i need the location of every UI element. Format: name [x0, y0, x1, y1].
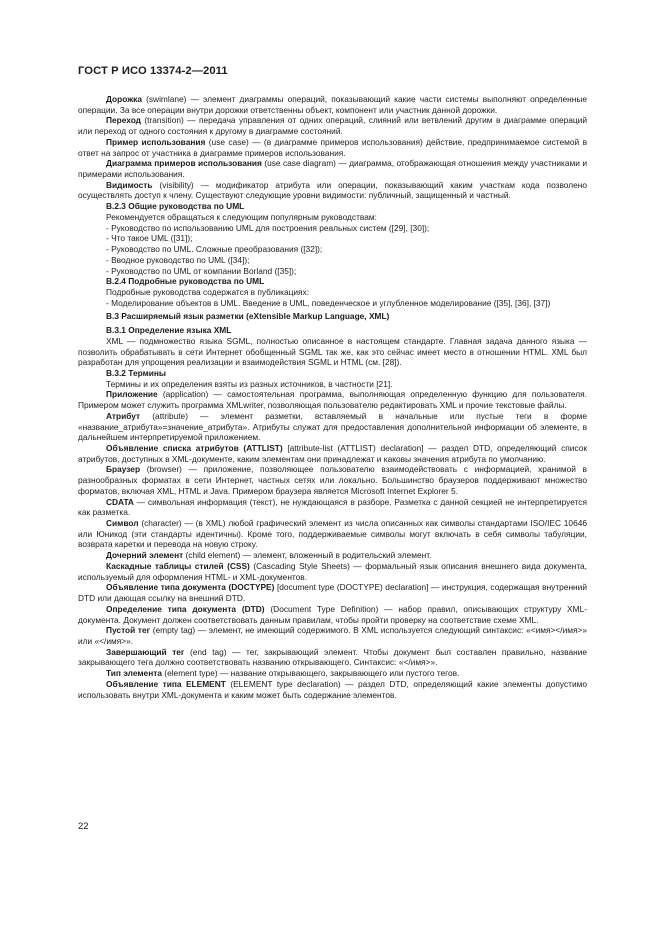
definition-text: — символьная информация (текст), не нуждающаяся в разборе. Разметка с данной секцией не интерпретируется как разметка. [78, 496, 587, 518]
section-intro: Рекомендуется обращаться к следующим популярным руководствам: [106, 211, 377, 222]
definition-paragraph [78, 582, 587, 603]
definition-text: [attribute-list (ATTLIST) declaration] — раздел DTD, определяющий список атрибутов, доступных в XML-документе, каким элементам они принадлежат и каковы значения атрибута по умолчанию. [78, 443, 588, 464]
list-item: - Руководство по UML. Сложные преобразования ([32]); [106, 244, 323, 255]
definition-term: Атрибут [106, 410, 141, 421]
list-item: - Моделирование объектов в UML. Введение в UML, поведенческое и углубленное моделирование ([35], [36], [37]) [106, 297, 551, 308]
definition-text: (use case diagram) — диаграмма, отображающая отношения между участниками и примерами использования. [78, 158, 588, 180]
definition-text: (character) — (в XML) любой графический элемент из числа описанных как символы стандартами ISO/IEC 10646 или Юникод (эти стандарты идентичны). Кроме того, поддерживаемые символы могут включать в себя символы табуляции, возврата каретки и перевода на новую строку. [78, 518, 587, 550]
definition-paragraph [78, 115, 587, 136]
definition-text: (swimlane) — элемент диаграммы операций, показывающий какие части системы выполняют определенные операции. За все операции внутри дорожки ответственны объект, компонент или участник данной дорожки. [78, 94, 587, 115]
definition-paragraph [78, 497, 587, 518]
definition-paragraph [78, 180, 587, 201]
definition-term: Символ [106, 518, 139, 529]
definition-paragraph [78, 94, 587, 115]
definition-term: Дочерний элемент [106, 550, 184, 561]
list-item: - Что такое UML ([31]); [106, 233, 193, 244]
definition-text: (element type) — название открывающего, закрывающего или пустого тегов. [161, 668, 460, 679]
definition-paragraph [78, 464, 587, 496]
definition-paragraph [78, 625, 587, 646]
section-text: XML — подмножество языка SGML, полностью описанное в настоящем стандарте. Главная задача данного языка — позволить обрабатывать в сети Интернет обобщенный SGML так же, как это сейчас имеет место в отношении HTML. XML был разработан для упрощения реализации и взаимодействия SGML и HTML (см. [28]). [78, 335, 587, 368]
definition-term: Объявление списка атрибутов (ATTLIST) [106, 443, 283, 453]
definition-term: Объявление типа ELEMENT [106, 678, 226, 689]
definition-text: [document type (DOCTYPE) declaration] — инструкция, содержащая внутренний DTD или дающая ссылку на внешний DTD. [78, 582, 587, 604]
list-item: - Вводное руководство по UML ([34]); [106, 254, 250, 265]
definition-paragraph [78, 443, 587, 464]
definition-term: Диаграмма примеров использования [106, 158, 262, 169]
section-intro: Термины и их определения взяты из разных источников, в частности [21]. [106, 378, 393, 389]
definition-text: (transition) — передача управления от одних операций, слияний или ветвлений другим в диаграмме операций или переход от одного состояния к другому в диаграмме состояний. [78, 115, 587, 137]
definition-paragraph [78, 389, 587, 410]
definition-term: Завершающий тег [106, 646, 185, 657]
definition-paragraph [78, 411, 587, 443]
definition-term: Пустой тег [106, 625, 151, 636]
definition-text: (Document Type Definition) — набор правил, описывающих структуру XML-документа. Документ должен соответствовать данным правилам, чтобы пройти проверку на соответствие схеме XML. [78, 603, 587, 625]
definition-term: Пример использования [106, 136, 206, 147]
page-number: 22 [78, 821, 89, 832]
list-item: - Руководство по UML от компании Borland ([35]); [106, 265, 297, 276]
definition-text: (empty tag) — элемент, не имеющий содержимого. В XML используется следующий синтаксис: «<имя></имя>» или «</имя>». [78, 625, 587, 646]
definition-paragraph [78, 561, 587, 582]
definition-text: (ELEMENT type declaration) — раздел DTD, определяющий какие элементы допустимо использовать внутри XML-документа и каким может быть содержание элементов. [78, 678, 588, 700]
page-header: ГОСТ Р ИСО 13374-2—2011 [78, 65, 228, 77]
section-heading-b24: В.2.4 Подробные руководства по UML [106, 276, 265, 287]
definition-text: (application) — самостоятельная программа, выполняющая определенную функцию для пользователя. Примером может служить программа XMLwriter, позволяющая пользователю редактировать XML и прочие текстовые файлы. [78, 389, 587, 411]
definition-paragraph [78, 679, 587, 700]
section-heading-b3: В.3 Расширяемый язык разметки (eXtensible Markup Language, XML) [106, 311, 390, 322]
definition-text: (visibility) — модификатор атрибута или операции, показывающий каким участкам кода позволено осуществлять доступ к члену. Существуют следующие уровни видимости: публичный, защищенный и частный. [78, 179, 587, 201]
definition-term: Объявление типа документа (DOCTYPE) [106, 582, 275, 593]
definition-text: (browser) — приложение, позволяющее пользователю взаимодействовать с информацией, хранимой в разнообразных форматах в сети Интернет, частных сетях или локально. Большинство браузеров поддерживают множество форматов, включая XML, HTML и Java. Примером браузера является Microsoft Internet Explorer 5. [78, 464, 587, 496]
definition-term: Тип элемента [106, 668, 162, 679]
definition-paragraph [78, 158, 587, 179]
definition-term: Переход [106, 115, 141, 126]
definition-paragraph [78, 137, 587, 158]
definition-term: Дорожка [106, 94, 142, 104]
section-heading-b31: В.3.1 Определение языка XML [106, 325, 232, 336]
document-body [78, 94, 587, 700]
definition-term: Каскадные таблицы стилей (CSS) [106, 560, 250, 571]
definition-text: (attribute) — элемент разметки, вставляемый в начальные или пустые теги в форме «название_атрибута»=значение_атрибута». Атрибуты служат для предоставления дополнительной информации об элементе, в дальнейшем интерпретируемой приложением. [78, 410, 587, 443]
definition-text: (child element) — элемент, вложенный в родительский элемент. [183, 550, 432, 561]
definition-text: (use case) — (в диаграмме примеров использования) действие, предпринимаемое системой в ответ на запрос от участника в диаграмме примеров использования. [78, 136, 588, 158]
section-heading-b32: В.3.2 Термины [106, 367, 167, 378]
section-intro: Подробные руководства содержатся в публикациях: [106, 286, 310, 297]
definition-term: CDATA [106, 496, 134, 507]
definition-term: Приложение [106, 389, 158, 400]
definition-paragraph [78, 668, 587, 679]
definition-paragraph [78, 518, 587, 550]
definition-paragraph [78, 550, 587, 561]
definition-text: (Cascading Style Sheets) — формальный язык описания внешнего вида документа, используемый для оформления HTML- и XML-документов. [78, 560, 588, 582]
definition-paragraph [78, 604, 587, 625]
definition-term: Видимость [106, 179, 153, 190]
list-item: - Руководство по использованию UML для построения реальных систем ([29], [30]); [106, 222, 430, 233]
definition-paragraph [78, 647, 587, 668]
definition-text: (end tag) — тег, закрывающий элемент. Чтобы документ был составлен правильно, название закрывающего тега должно соответствовать названию открывающего. Синтаксис: «</имя>». [78, 646, 587, 668]
section-heading-b23: В.2.3 Общие руководства по UML [106, 201, 245, 212]
definition-term: Браузер [106, 464, 141, 475]
definition-term: Определение типа документа (DTD) [106, 603, 265, 614]
